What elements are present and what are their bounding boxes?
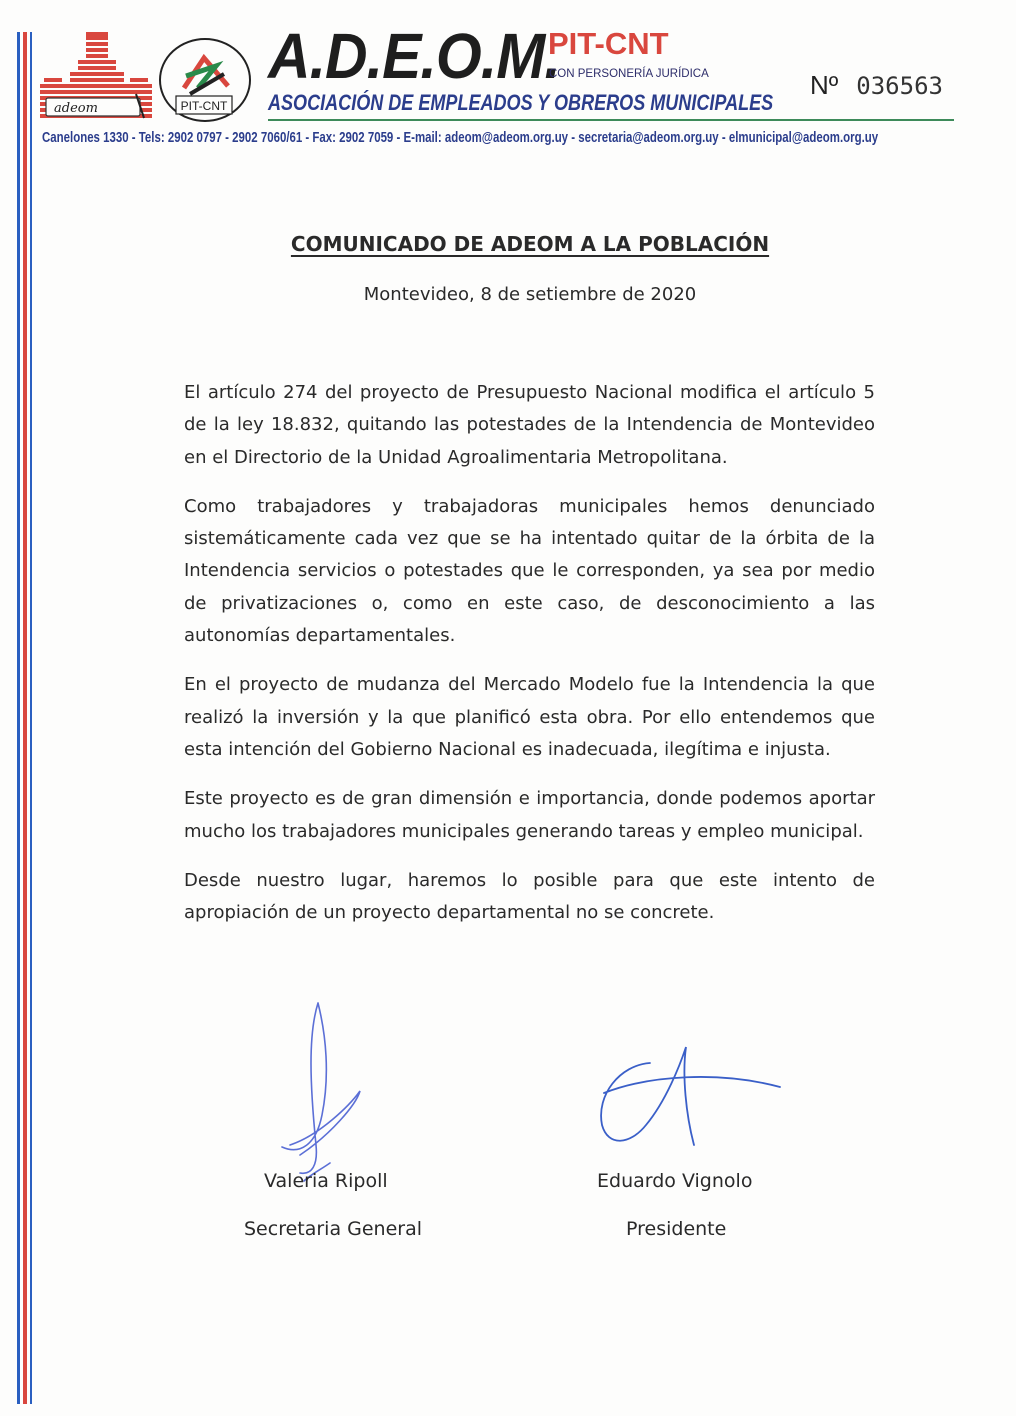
paragraph: Este proyecto es de gran dimensión e importancia, donde podemos aportar mucho los trabajadores municipales generando tareas y empleo municipal.	[184, 788, 875, 842]
paragraph: En el proyecto de mudanza del Mercado Modelo fue la Intendencia la que realizó la inversión y la que planificó esta obra. Por ello entendemos que esta intención del Gobierno Nacional es inadecuada, ilegítima e injusta.	[184, 674, 875, 760]
personeria-juridica: CON PERSONERÍA JURÍDICA	[549, 68, 709, 80]
header-divider	[268, 119, 954, 121]
org-acronym: A.D.E.O.M.	[268, 20, 560, 92]
paragraph: El artículo 274 del proyecto de Presupuesto Nacional modifica el artículo 5 de la ley 18.832, quitando las potestades de la Intendencia de Montevideo en el Directorio de la Unidad Agroalimentaria Metropolitana.	[184, 382, 875, 468]
document-body	[184, 377, 875, 946]
adeom-building-logo	[40, 32, 152, 124]
contact-line: Canelones 1330 - Tels: 2902 0797 - 2902 7060/61 - Fax: 2902 7059 - E-mail: adeom@adeom.org.uy - secretaria@adeom.org.uy - elmunicipal@adeom.org.uy	[42, 130, 879, 146]
signature-role-2: Presidente	[626, 1218, 727, 1240]
paragraph: Desde nuestro lugar, haremos lo posible para que este intento de apropiación de un proyecto departamental no se concrete.	[184, 869, 875, 924]
adeom-logo-text: adeom	[54, 101, 98, 116]
document-number-label: Nº	[810, 70, 839, 100]
signature-vignolo	[590, 1035, 790, 1165]
org-full-name: ASOCIACIÓN DE EMPLEADOS Y OBREROS MUNICIPALES	[268, 90, 774, 115]
document-title-text: COMUNICADO DE ADEOM A LA POBLACIÓN	[290, 232, 770, 256]
document-number-value: 036563	[856, 72, 943, 100]
pit-cnt-logo	[158, 36, 254, 124]
dateline: Montevideo, 8 de setiembre de 2020	[363, 284, 697, 305]
signature-name-2: Eduardo Vignolo	[597, 1170, 753, 1192]
signature-ripoll	[260, 995, 380, 1195]
document-title	[0, 232, 1016, 256]
pit-cnt-label: PIT-CNT	[548, 26, 669, 61]
pit-cnt-badge-text: PIT-CNT	[180, 99, 228, 113]
signature-role-1: Secretaria General	[244, 1218, 423, 1240]
paragraph: Como trabajadores y trabajadoras municipales hemos denunciado sistemáticamente cada vez que se ha intentado quitar de la órbita de la Intendencia servicios o potestades que le corresponden, ya sea por medio de privatizaciones o, como en este caso, de desconocimiento a las autonomías departamentales.	[184, 495, 875, 647]
signature-name-1: Valeria Ripoll	[264, 1170, 388, 1192]
document-number	[810, 72, 943, 98]
